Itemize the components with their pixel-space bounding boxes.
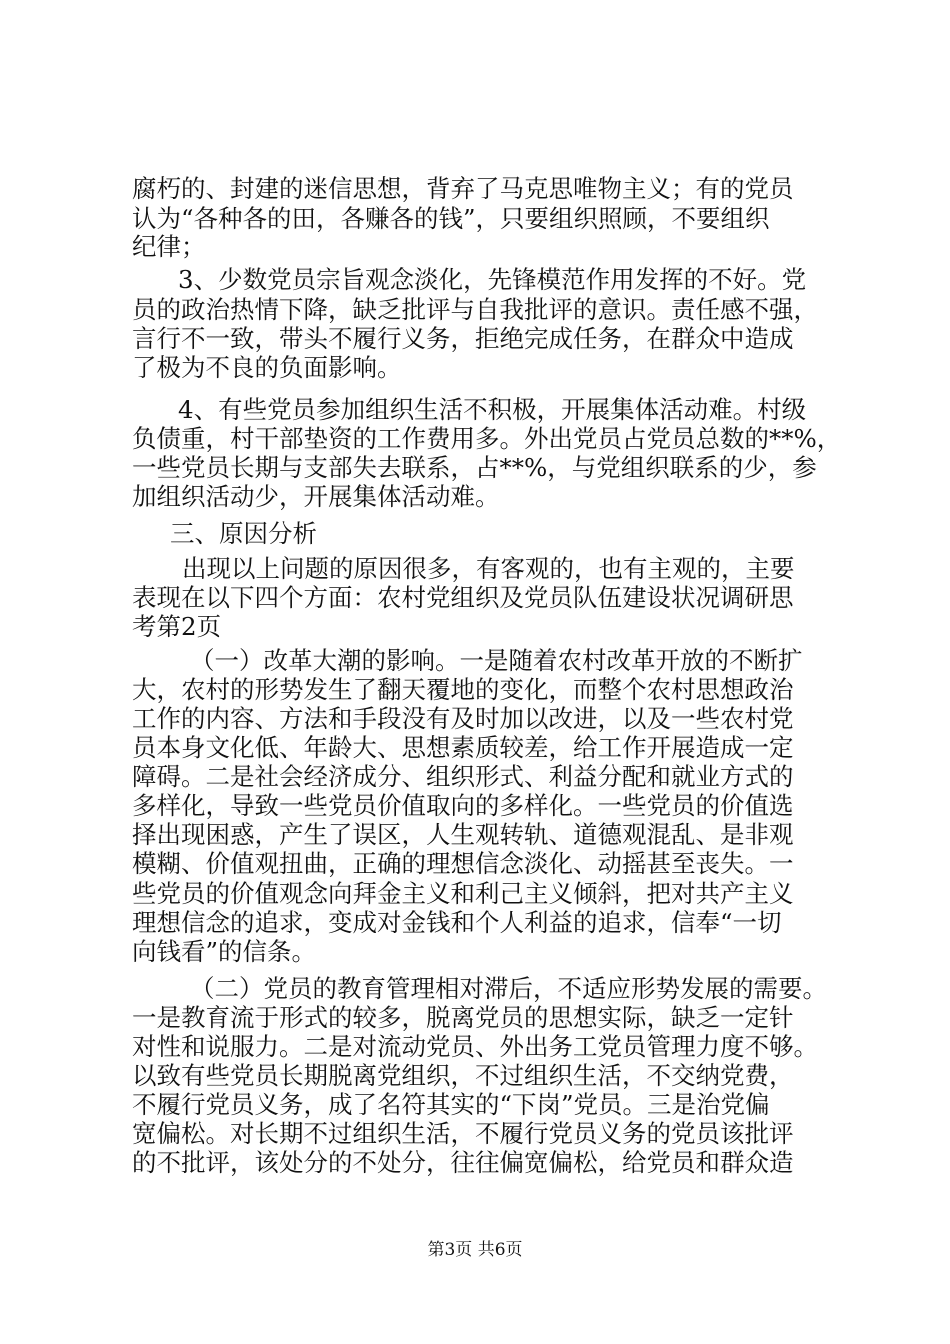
text-line-4: 3、少数党员宗旨观念淡化，先锋模范作用发挥的不好。党 [178, 265, 807, 294]
text-line-5: 员的政治热情下降，缺乏批评与自我批评的意识。责任感不强， [132, 295, 818, 324]
text-line-9: 负债重，村干部垫资的工作费用多。外出党员占党员总数的**%， [132, 424, 842, 453]
text-line-14: 表现在以下四个方面：农村党组织及党员队伍建设状况调研思 [132, 583, 794, 612]
text-line-13: 出现以上问题的原因很多，有客观的，也有主观的，主要 [182, 554, 795, 583]
text-line-16: （一）改革大潮的影响。一是随着农村改革开放的不断扩 [190, 646, 803, 675]
text-line-20: 障碍。二是社会经济成分、组织形式、利益分配和就业方式的 [132, 762, 794, 791]
text-line-15: 考第2页 [132, 612, 222, 641]
text-line-26: 向钱看”的信条。 [132, 937, 317, 966]
text-line-31: 不履行党员义务，成了名符其实的“下岗”党员。三是治党偏 [132, 1090, 770, 1119]
text-line-10: 一些党员长期与支部失去联系，占**%，与党组织联系的少，参 [132, 453, 817, 482]
text-line-32: 宽偏松。对长期不过组织生活，不履行党员义务的党员该批评 [132, 1119, 794, 1148]
page-footer: 第3页 共6页 [427, 1240, 523, 1260]
text-line-8: 4、有些党员参加组织生活不积极，开展集体活动难。村级 [178, 395, 807, 424]
text-line-1: 腐朽的、封建的迷信思想，背弃了马克思唯物主义；有的党员 [132, 174, 794, 203]
text-line-28: 一是教育流于形式的较多，脱离党员的思想实际，缺乏一定针 [132, 1003, 794, 1032]
section-heading: 三、原因分析 [170, 519, 317, 548]
text-line-22: 择出现困惑，产生了误区，人生观转轨、道德观混乱、是非观 [132, 820, 794, 849]
text-line-30: 以致有些党员长期脱离党组织，不过组织生活，不交纳党费， [132, 1061, 794, 1090]
text-line-7: 了极为不良的负面影响。 [132, 353, 402, 382]
text-line-6: 言行不一致，带头不履行义务，拒绝完成任务，在群众中造成 [132, 324, 794, 353]
text-line-17: 大，农村的形势发生了翻天覆地的变化，而整个农村思想政治 [132, 675, 794, 704]
text-line-23: 模糊、价值观扭曲，正确的理想信念淡化、动摇甚至丧失。一 [132, 849, 794, 878]
text-line-19: 员本身文化低、年龄大、思想素质较差，给工作开展造成一定 [132, 733, 794, 762]
text-line-33: 的不批评，该处分的不处分，往往偏宽偏松，给党员和群众造 [132, 1148, 794, 1177]
text-line-27: （二）党员的教育管理相对滞后，不适应形势发展的需要。 [190, 974, 827, 1003]
text-line-29: 对性和说服力。二是对流动党员、外出务工党员管理力度不够。 [132, 1032, 818, 1061]
text-line-24: 些党员的价值观念向拜金主义和利己主义倾斜，把对共产主义 [132, 879, 794, 908]
text-line-25: 理想信念的追求，变成对金钱和个人利益的追求，信奉“一切 [132, 908, 782, 937]
text-line-3: 纪律； [132, 232, 206, 261]
text-line-18: 工作的内容、方法和手段没有及时加以改进，以及一些农村党 [132, 704, 794, 733]
text-line-2: 认为“各种各的田，各赚各的钱”，只要组织照顾，不要组织 [132, 204, 770, 233]
text-line-11: 加组织活动少，开展集体活动难。 [132, 482, 500, 511]
text-line-21: 多样化，导致一些党员价值取向的多样化。一些党员的价值选 [132, 791, 794, 820]
